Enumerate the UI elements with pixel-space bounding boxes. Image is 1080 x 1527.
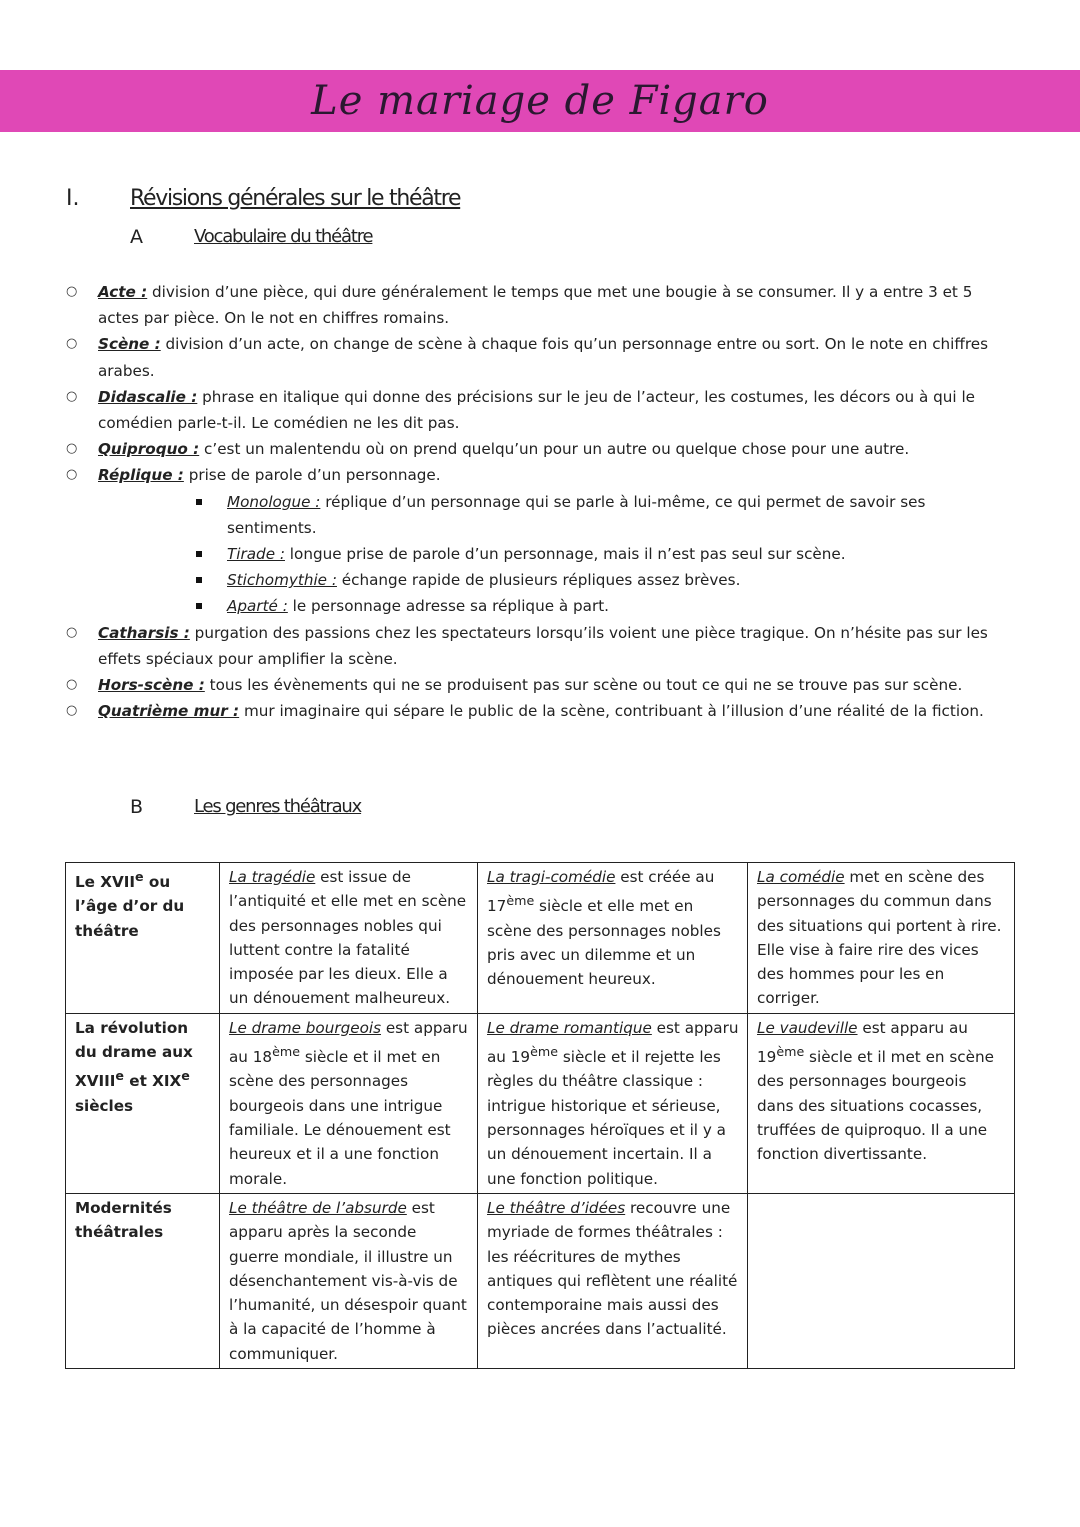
row-header-text: ou l’âge d’or du théâtre	[75, 873, 185, 940]
subsection-b-letter: B	[130, 796, 144, 818]
table-cell	[748, 863, 1015, 1014]
genre-desc: siècle et il rejette les règles du théâtre classique : intrigue historique et sérieuse, personnages héroïques et il y a un dénouement incertain. Il a une fonction politique.	[487, 1048, 726, 1188]
sub-term: Tirade :	[227, 545, 285, 564]
genre-sup: ème	[272, 1044, 300, 1060]
row-header-sup: e	[135, 869, 144, 884]
vocab-item	[66, 331, 1016, 383]
section-title: Révisions générales sur le théâtre	[130, 186, 461, 211]
circle-bullet-icon: ○	[66, 441, 78, 457]
genre-term: La tragédie	[229, 868, 316, 886]
sub-item	[196, 541, 1016, 567]
vocab-item	[66, 462, 1016, 619]
row-header-text: La révolution du drame aux XVIII	[75, 1018, 193, 1091]
row-header-text: Le XVII	[75, 873, 136, 892]
vocab-term: Scène :	[98, 335, 161, 354]
genre-desc: siècle et il met en scène des personnages bourgeois dans une intrigue familiale. Le dénouement est heureux et il a une fonction morale.	[229, 1048, 451, 1188]
section-number: I.	[66, 186, 80, 211]
square-bullet-icon	[196, 603, 202, 609]
vocab-item	[66, 672, 1016, 698]
genre-desc: est apparu au 18	[229, 1018, 468, 1067]
genre-desc: est créée au 17	[487, 868, 715, 916]
sub-definition: le personnage adresse sa réplique à part.	[287, 597, 609, 616]
vocab-item	[66, 698, 1016, 724]
table-cell-empty	[748, 1193, 1015, 1368]
row-header-sup: e	[115, 1068, 125, 1084]
genre-sup: ème	[776, 1044, 805, 1060]
row-header-text: et XIX	[124, 1072, 182, 1091]
sub-term: Stichomythie :	[227, 571, 337, 590]
vocab-item	[66, 279, 1016, 331]
vocab-term: Réplique :	[98, 466, 184, 485]
vocab-definition: c’est un malentendu où on prend quelqu’un pour un autre ou quelque chose pour une autre.	[199, 440, 910, 459]
table-cell	[220, 1193, 478, 1368]
genre-sup: ème	[506, 893, 535, 909]
vocab-term: Hors-scène :	[98, 676, 205, 695]
vocab-definition: phrase en italique qui donne des précisions sur le jeu de l’acteur, les costumes, les décors ou à qui le comédien parle-t-il. Le comédien ne les dit pas.	[98, 387, 976, 433]
vocab-item	[66, 384, 1016, 436]
subsection-a-title: Vocabulaire du théâtre	[194, 226, 373, 247]
table-cell	[748, 1013, 1015, 1193]
subsection-a-letter: A	[130, 226, 143, 248]
genre-desc: siècle et il met en scène des personnages bourgeois dans des situations cocasses, truffées de quiproquo. Il a une fonction divertissante.	[757, 1048, 994, 1164]
sub-item	[196, 593, 1016, 619]
genre-desc: siècle et elle met en scène des personnages nobles pris avec un dilemme et un dénouement heureux.	[487, 897, 721, 989]
row-header	[66, 1193, 220, 1368]
table-cell	[478, 1013, 748, 1193]
row-header-sup: e	[181, 1068, 190, 1084]
sub-item	[196, 489, 1016, 541]
vocabulary-list	[66, 279, 1016, 724]
genre-desc: met en scène des personnages du commun dans des situations qui portent à rire. Elle vise à faire rire des vices des hommes pour les en corriger.	[757, 868, 1002, 1008]
page-title: Le mariage de Figaro	[311, 78, 769, 124]
row-header	[66, 1013, 220, 1193]
vocab-term: Quatrième mur :	[98, 702, 240, 721]
sub-term: Monologue :	[227, 492, 321, 511]
subsection-b-title: Les genres théâtraux	[194, 796, 362, 817]
vocab-definition: division d’une pièce, qui dure généralement le temps que met une bougie à se consumer. Il y a entre 3 et 5 actes par pièce. On le not en chiffres romains.	[98, 283, 973, 328]
circle-bullet-icon: ○	[66, 677, 78, 693]
row-header-text: Modernités théâtrales	[75, 1198, 172, 1242]
vocab-term: Didascalie :	[98, 387, 198, 406]
genres-table	[65, 862, 1015, 1369]
genre-desc: est apparu au 19	[757, 1018, 968, 1067]
sub-definition: longue prise de parole d’un personnage, mais il n’est pas seul sur scène.	[284, 545, 846, 564]
vocab-definition: purgation des passions chez les spectateurs lorsqu’ils voient une pièce tragique. On n’hésite pas sur les effets spéciaux pour amplifier la scène.	[98, 623, 988, 668]
genre-desc: est apparu au 19	[487, 1018, 739, 1067]
table-cell	[220, 1013, 478, 1193]
table-row	[66, 1193, 1015, 1368]
genre-desc: recouvre une myriade de formes théâtrales : les réécritures de mythes antiques qui reflètent une réalité contemporaine mais aussi des pièces ancrées dans l’actualité.	[487, 1198, 738, 1339]
genre-term: Le drame bourgeois	[229, 1018, 382, 1037]
genre-term: Le théâtre de l’absurde	[229, 1198, 407, 1217]
vocab-definition: tous les évènements qui ne se produisent pas sur scène ou tout ce qui ne se trouve pas sur scène.	[204, 676, 963, 695]
table-row	[66, 1013, 1015, 1193]
genre-sup: ème	[530, 1044, 558, 1060]
vocab-item	[66, 620, 1016, 672]
circle-bullet-icon: ○	[66, 703, 78, 719]
genre-term: La tragi-comédie	[487, 868, 616, 886]
vocab-definition: mur imaginaire qui sépare le public de la scène, contribuant à l’illusion d’une réalité de la fiction.	[239, 702, 984, 721]
sub-definition: échange rapide de plusieurs répliques assez brèves.	[336, 571, 741, 590]
genre-desc: est issue de l’antiquité et elle met en scène des personnages nobles qui luttent contre la fatalité imposée par les dieux. Elle a un dénouement malheureux.	[229, 868, 467, 1008]
replique-sublist	[196, 489, 1016, 620]
genre-desc: est apparu après la seconde guerre mondiale, il illustre un désenchantement vis-à-vis de l’humanité, un désespoir quant à la capacité de l’homme à communiquer.	[229, 1198, 467, 1363]
vocab-item	[66, 436, 1016, 462]
sub-definition: réplique d’un personnage qui se parle à lui-même, ce qui permet de savoir ses sentiments.	[227, 492, 926, 537]
table-cell	[478, 863, 748, 1014]
sub-term: Aparté :	[227, 597, 288, 616]
row-header-text: siècles	[75, 1096, 134, 1115]
table-cell	[478, 1193, 748, 1368]
circle-bullet-icon: ○	[66, 284, 78, 299]
table-row	[66, 863, 1015, 1014]
genre-term: Le vaudeville	[757, 1018, 858, 1037]
table-cell	[220, 863, 478, 1014]
circle-bullet-icon: ○	[66, 336, 78, 352]
vocab-definition: prise de parole d’un personnage.	[183, 466, 441, 485]
circle-bullet-icon: ○	[66, 467, 78, 483]
square-bullet-icon	[196, 499, 202, 505]
vocab-term: Catharsis :	[98, 623, 190, 642]
genre-term: La comédie	[757, 868, 845, 886]
square-bullet-icon	[196, 551, 202, 557]
sub-item	[196, 567, 1016, 593]
circle-bullet-icon: ○	[66, 624, 78, 640]
vocab-term: Acte :	[98, 283, 148, 301]
vocab-term: Quiproquo :	[98, 440, 200, 459]
vocab-definition: division d’un acte, on change de scène à chaque fois qu’un personnage entre ou sort. On le note en chiffres arabes.	[98, 335, 989, 380]
circle-bullet-icon: ○	[66, 388, 78, 404]
square-bullet-icon	[196, 577, 202, 583]
genre-term: Le théâtre d’idées	[487, 1198, 626, 1217]
genre-term: Le drame romantique	[487, 1018, 652, 1037]
row-header	[66, 863, 220, 1014]
